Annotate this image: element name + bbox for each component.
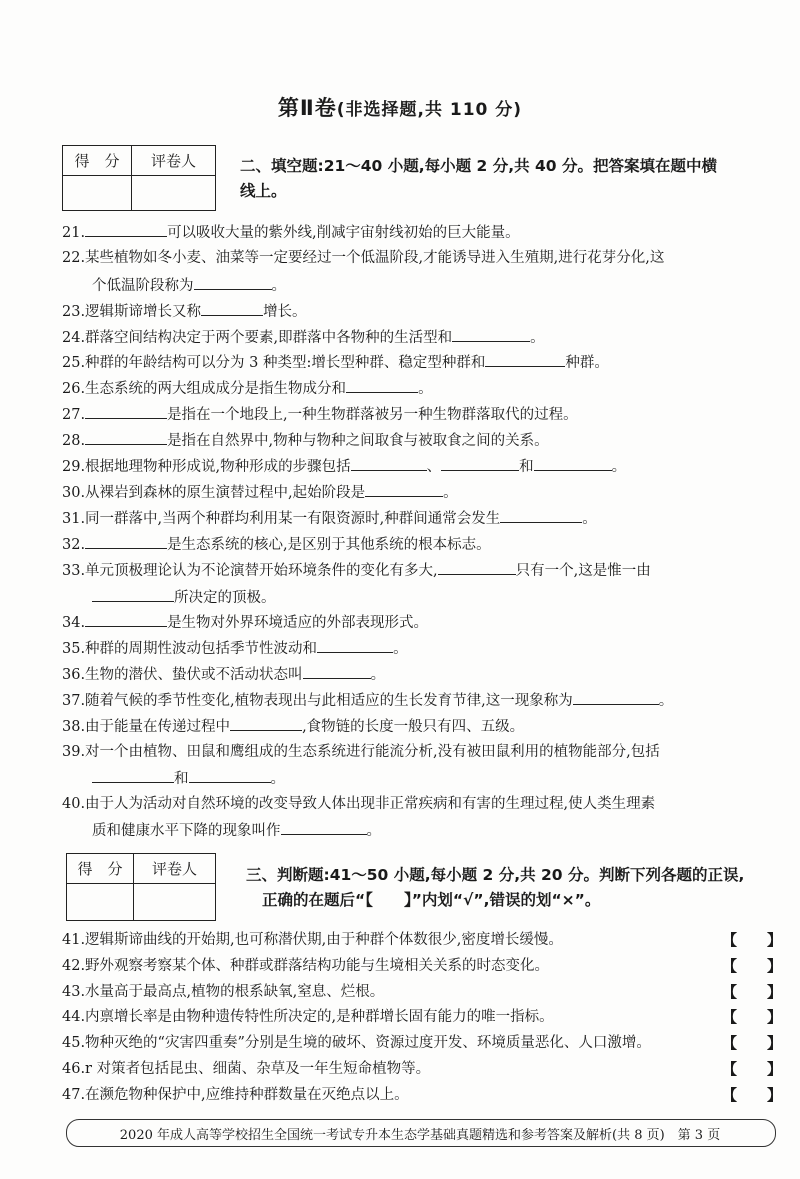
section3-heading: 三、判断题:41～50 小题,每小题 2 分,共 20 分。判断下列各题的正误, 正确的在题后“【 】”内划“√”,错误的划“×”。 [246,866,745,909]
score-cell [67,884,134,921]
question-37: 37.随着气候的季节性变化,植物表现出与此相适应的生长发育节律,这一现象称为 。 [62,690,673,711]
question-32: 32. 是生态系统的核心,是区别于其他系统的根本标志。 [62,534,491,555]
grader-label: 评卷人 [134,854,216,884]
question-22: 22.某些植物如冬小麦、油菜等一定要经过一个低温阶段,才能诱导进入生殖期,进行花芽分化,这 个低温阶段称为 。 [62,250,665,294]
answer-bracket-47[interactable]: 【 】 [722,1086,783,1104]
score-cell [63,176,132,211]
score-label: 得 分 [63,146,132,176]
title-sub: (非选择题,共 110 分) [336,100,523,120]
question-40: 40.由于人为活动对自然环境的改变导致人体出现非正常疾病和有害的生理过程,使人类生理素 质和健康水平下降的现象叫作 。 [62,796,656,839]
question-39: 39.对一个由植物、田鼠和鹰组成的生态系统进行能流分析,没有被田鼠利用的植物能部分,包括 和 。 [62,744,660,787]
judge-item-45: 45.物种灭绝的“灾害四重奏”分别是生境的破坏、资源过度开发、环境质量恶化、人口激增。 [62,1035,651,1051]
score-label: 得 分 [67,854,134,884]
answer-bracket-46[interactable]: 【 】 [722,1060,783,1078]
answer-bracket-45[interactable]: 【 】 [722,1034,783,1052]
question-21: 21. 可以吸收大量的紫外线,削减宇宙射线初始的巨大能量。 [62,222,520,243]
answer-bracket-42[interactable]: 【 】 [722,957,783,975]
grader-cell [132,176,216,211]
question-27: 27. 是指在一个地段上,一种生物群落被另一种生物群落取代的过程。 [62,404,578,425]
page-title [0,92,800,122]
judge-item-43: 43.水量高于最高点,植物的根系缺氧,窒息、烂根。 [62,984,385,1000]
page-footer: 2020 年成人高等学校招生全国统一考试专升本生态学基础真题精选和参考答案及解析(共 8 页) 第 3 页 [119,1128,721,1143]
judge-item-44: 44.内禀增长率是由物种遗传特性所决定的,是种群增长固有能力的唯一指标。 [62,1009,554,1025]
question-25: 25.种群的年龄结构可以分为 3 种类型:增长型种群、稳定型种群和 种群。 [62,352,609,373]
title-main: 第Ⅱ卷 [277,96,337,120]
question-33: 33.单元顶极理论认为不论演替开始环境条件的变化有多大, 只有一个,这是惟一由 所决定的顶极。 [62,560,651,608]
question-23: 23.逻辑斯谛增长又称 增长。 [62,301,307,322]
question-29: 29.根据地理物种形成说,物种形成的步骤包括 、 和 。 [62,456,626,477]
grader-cell [134,884,216,921]
score-table-2 [66,853,216,921]
judge-item-42: 42.野外观察考察某个体、种群或群落结构功能与生境相关关系的时态变化。 [62,958,550,974]
judge-item-47: 47.在濒危物种保护中,应维持种群数量在灭绝点以上。 [62,1087,409,1103]
question-35: 35.种群的周期性波动包括季节性波动和 。 [62,638,408,659]
question-34: 34. 是生物对外界环境适应的外部表现形式。 [62,612,428,633]
question-30: 30.从裸岩到森林的原生演替过程中,起始阶段是 。 [62,482,458,503]
answer-bracket-41[interactable]: 【 】 [722,931,783,949]
grader-label: 评卷人 [132,146,216,176]
question-38: 38.由于能量在传递过程中 ,食物链的长度一般只有四、五级。 [62,716,524,737]
judge-item-41: 41.逻辑斯谛曲线的开始期,也可称潜伏期,由于种群个体数很少,密度增长缓慢。 [62,932,563,948]
question-26: 26.生态系统的两大组成成分是指生物成分和 。 [62,378,433,399]
judge-item-46: 46.r 对策者包括昆虫、细菌、杂草及一年生短命植物等。 [62,1061,431,1077]
answer-bracket-44[interactable]: 【 】 [722,1008,783,1026]
answer-bracket-43[interactable]: 【 】 [722,983,783,1001]
section2-heading: 二、填空题:21～40 小题,每小题 2 分,共 40 分。把答案填在题中横 线上。 [240,157,717,200]
question-36: 36.生物的潜伏、蛰伏或不活动状态叫 。 [62,664,385,685]
question-28: 28. 是指在自然界中,物种与物种之间取食与被取食之间的关系。 [62,430,549,451]
question-24: 24.群落空间结构决定于两个要素,即群落中各物种的生活型和 。 [62,327,545,348]
question-31: 31.同一群落中,当两个种群均利用某一有限资源时,种群间通常会发生 。 [62,508,597,529]
score-table-1 [62,145,216,211]
